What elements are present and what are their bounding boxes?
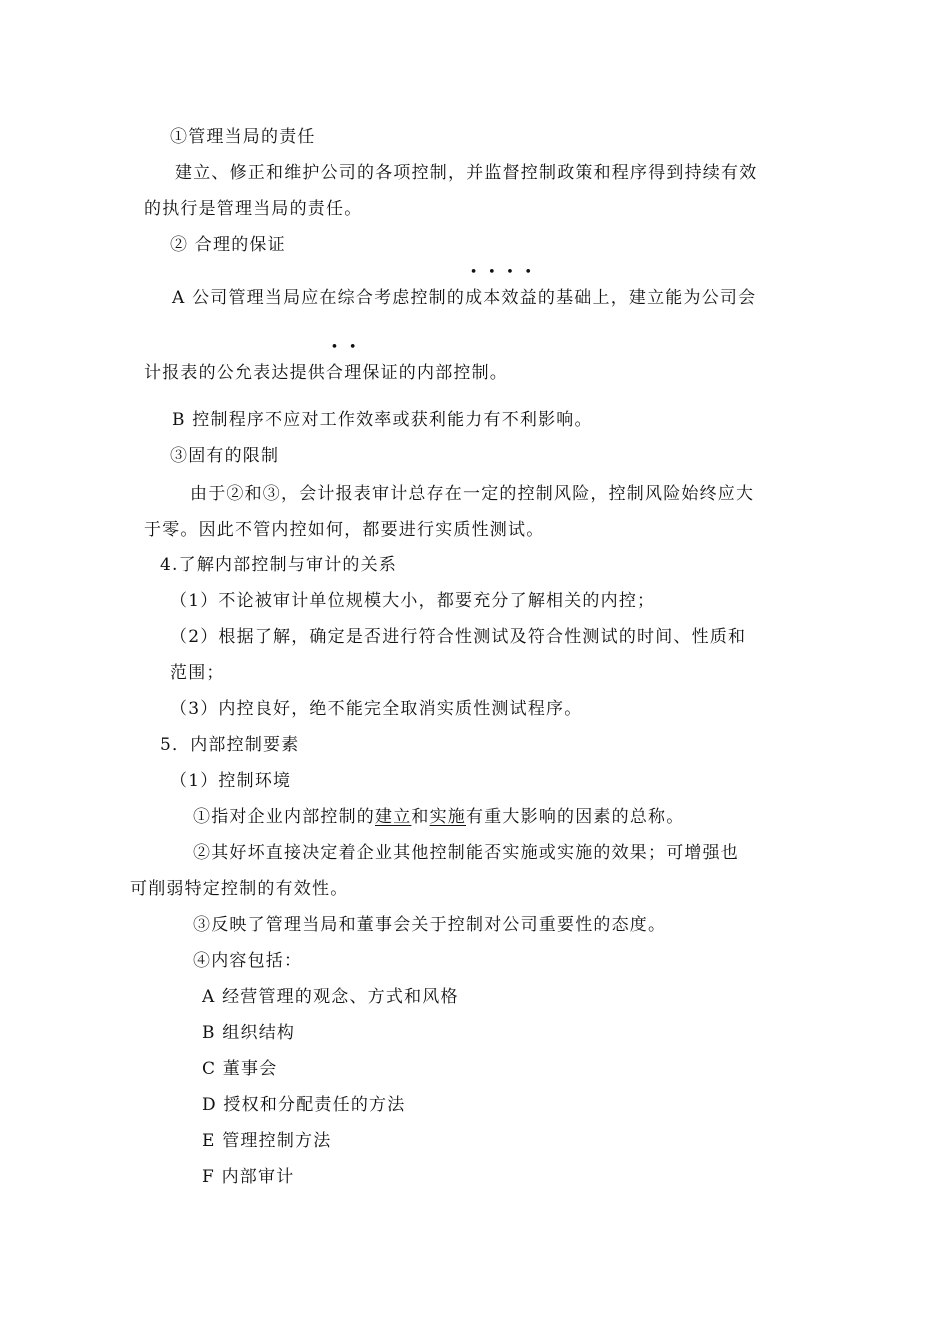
emphasis-char: 成 <box>465 288 484 308</box>
subheading-control-environment: （1）控制环境 <box>170 771 292 791</box>
paragraph-line: 的执行是管理当局的责任。 <box>144 199 363 219</box>
paragraph-line <box>144 361 508 385</box>
text-segment: 保证的内部控制。 <box>362 363 509 383</box>
emphasis-char: 本 <box>483 288 502 308</box>
list-item: （2）根据了解，确定是否进行符合性测试及符合性测试的时间、性质和 <box>170 627 747 647</box>
emphasis-char: 理 <box>344 363 363 383</box>
paragraph-line: B 控制程序不应对工作效率或获利能力有不利影响。 <box>172 410 593 430</box>
emphasis-char: 益 <box>519 288 538 308</box>
content-item: B 组织结构 <box>202 1023 296 1043</box>
content-item: F 内部审计 <box>202 1167 295 1187</box>
paragraph-line <box>193 805 684 829</box>
content-item: D 授权和分配责任的方法 <box>202 1095 406 1115</box>
content-item: A 经营管理的观念、方式和风格 <box>202 987 459 1007</box>
list-item: （1）不论被审计单位规模大小，都要充分了解相关的内控； <box>170 591 656 611</box>
paragraph-line: 建立、修正和维护公司的各项控制，并监督控制政策和程序得到持续有效 <box>175 163 758 183</box>
heading-5: 5．内部控制要素 <box>160 735 300 755</box>
paragraph-line: ③反映了管理当局和董事会关于控制对公司重要性的态度。 <box>193 915 667 935</box>
text-segment: 计报表的公允表达提供 <box>144 363 326 383</box>
paragraph-line: 于零。因此不管内控如何，都要进行实质性测试。 <box>144 520 545 540</box>
underlined-text: 实施 <box>429 807 467 827</box>
underlined-text: 建立 <box>375 807 412 827</box>
emphasis-char: 合 <box>326 363 345 383</box>
list-item-continuation: 范围； <box>170 663 225 683</box>
section-title-assurance: ② 合理的保证 <box>170 235 286 255</box>
text-segment: ①指对企业内部控制的 <box>193 807 375 827</box>
paragraph-line: ②其好坏直接决定着企业其他控制能否实施或实施的效果；可增强也 <box>193 843 739 863</box>
section-title-responsibility: ①管理当局的责任 <box>170 127 316 147</box>
paragraph-line <box>172 286 756 310</box>
content-item: E 管理控制方法 <box>202 1131 332 1151</box>
list-item: （3）内控良好，绝不能完全取消实质性测试程序。 <box>170 699 583 719</box>
emphasis-char: 效 <box>501 288 520 308</box>
paragraph-line: 可削弱特定控制的有效性。 <box>130 879 349 899</box>
text-segment: 有重大影响的因素的总称。 <box>466 807 685 827</box>
text-segment: A 公司管理当局应在综合考虑控制的 <box>172 288 466 308</box>
section-title-limitations: ③固有的限制 <box>170 446 280 466</box>
heading-4: 4.了解内部控制与审计的关系 <box>160 555 398 575</box>
paragraph-line: 由于②和③，会计报表审计总存在一定的控制风险，控制风险始终应大 <box>190 484 755 504</box>
text-segment: 的基础上，建立能为公司会 <box>537 288 757 308</box>
paragraph-line: ④内容包括： <box>193 951 303 971</box>
content-item: C 董事会 <box>202 1059 278 1079</box>
text-segment: 和 <box>411 807 430 827</box>
